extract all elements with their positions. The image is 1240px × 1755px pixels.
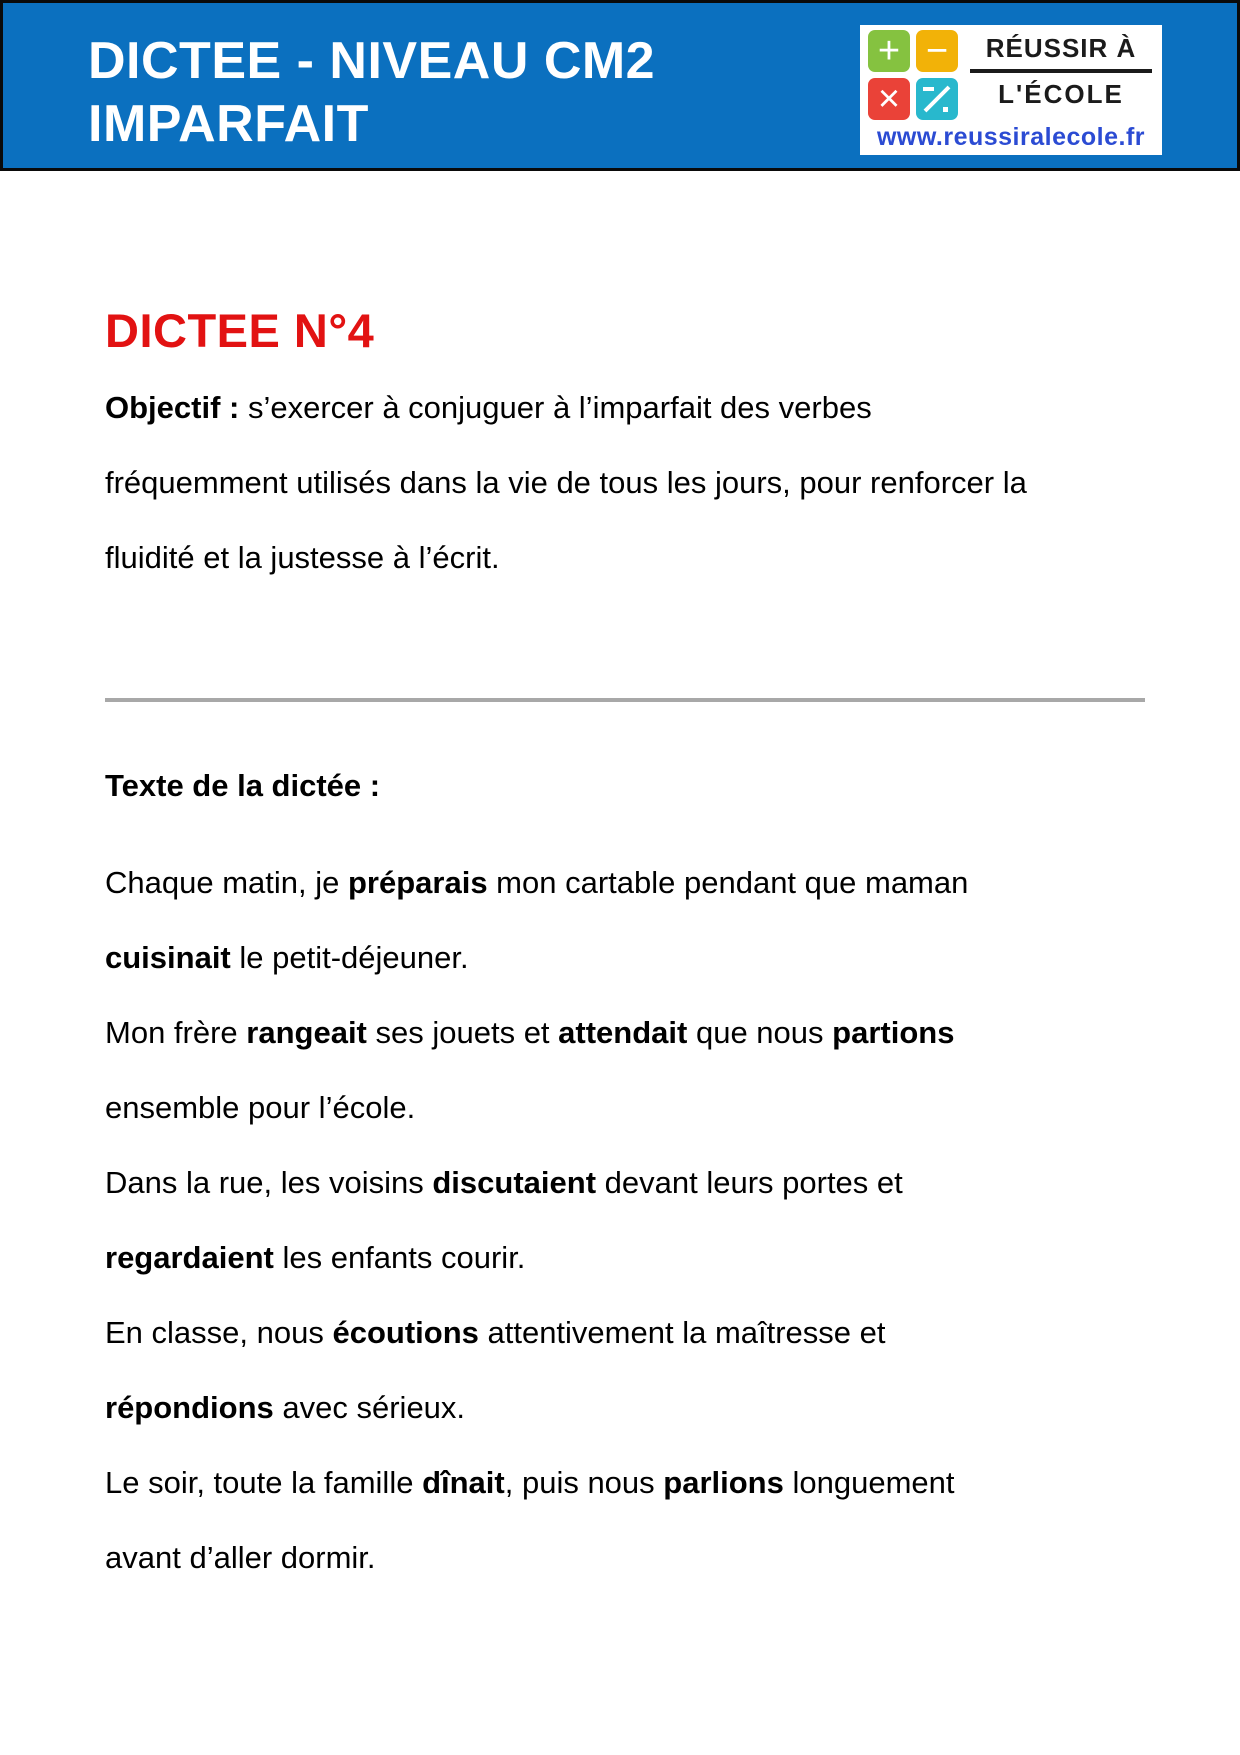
text-line: [105, 445, 1165, 520]
logo-divider-rule: [970, 69, 1152, 73]
document-title-line2: IMPARFAIT: [88, 95, 369, 153]
text-segment: avant d’aller dormir.: [105, 1540, 376, 1575]
math-operators-grid: [868, 30, 964, 120]
text-segment: fluidité et la justesse à l’écrit.: [105, 540, 500, 575]
logo-brand-text: [966, 31, 1156, 109]
text-segment: avec sérieux.: [273, 1390, 466, 1425]
text-segment: préparais: [347, 865, 488, 900]
text-segment: Le soir, toute la famille: [105, 1465, 423, 1500]
text-segment: En classe, nous: [105, 1315, 333, 1350]
text-segment: les enfants courir.: [273, 1240, 526, 1275]
text-line: [105, 1295, 1175, 1370]
logo-brand-line1: RÉUSSIR À: [985, 33, 1137, 63]
text-line: [105, 1145, 1175, 1220]
text-line: [105, 1445, 1175, 1520]
text-segment: regardaient: [105, 1240, 274, 1275]
text-segment: ensemble pour l’école.: [105, 1090, 416, 1125]
text-segment: écoutions: [332, 1315, 479, 1350]
text-segment: Objectif :: [105, 390, 248, 425]
header-band: [0, 0, 1240, 171]
horizontal-divider: [105, 698, 1145, 702]
text-segment: ses jouets et: [366, 1015, 559, 1050]
text-line: [105, 920, 1175, 995]
text-line: [105, 1220, 1175, 1295]
text-segment: attendait: [558, 1015, 688, 1050]
text-segment: s’exercer à conjuguer à l’imparfait des verbes: [247, 390, 872, 425]
objective-paragraph: [105, 370, 1165, 595]
multiply-glyph: ×: [877, 78, 901, 120]
text-line: [105, 1070, 1175, 1145]
text-segment: partions: [832, 1015, 955, 1050]
text-line: [105, 845, 1175, 920]
divide-glyph: [916, 78, 958, 120]
text-segment: mon cartable pendant que maman: [487, 865, 969, 900]
text-segment: Mon frère: [105, 1015, 247, 1050]
document-title-line1: DICTEE - NIVEAU CM2: [88, 32, 656, 90]
text-segment: , puis nous: [504, 1465, 664, 1500]
text-segment: le petit-déjeuner.: [230, 940, 469, 975]
text-line: [105, 995, 1175, 1070]
text-segment: Dans la rue, les voisins: [105, 1165, 433, 1200]
reussir-a-lecole-logo: [860, 25, 1162, 155]
text-line: [105, 1520, 1175, 1595]
text-segment: attentivement la maîtresse et: [478, 1315, 886, 1350]
minus-glyph: −: [925, 30, 949, 72]
dictation-text-label: Texte de la dictée :: [105, 768, 381, 803]
plus-glyph: +: [877, 30, 901, 72]
dictation-number-heading: DICTEE N°4: [105, 304, 375, 357]
text-line: [105, 520, 1165, 595]
logo-brand-line2: L'ÉCOLE: [998, 79, 1124, 109]
logo-website-url: www.reussiralecole.fr: [876, 123, 1146, 151]
text-segment: Chaque matin, je: [105, 865, 348, 900]
text-line: [105, 1370, 1175, 1445]
text-segment: dînait: [422, 1465, 505, 1500]
text-line: [105, 370, 1165, 445]
minus-icon: [916, 30, 958, 72]
text-segment: cuisinait: [105, 940, 231, 975]
text-segment: rangeait: [246, 1015, 367, 1050]
multiply-icon: [868, 78, 910, 120]
divide-icon: [916, 78, 958, 120]
text-segment: parlions: [663, 1465, 784, 1500]
text-segment: que nous: [687, 1015, 833, 1050]
plus-icon: [868, 30, 910, 72]
document-title: [88, 30, 655, 156]
text-segment: répondions: [105, 1390, 274, 1425]
text-segment: fréquemment utilisés dans la vie de tous les jours, pour renforcer la: [105, 465, 1027, 500]
text-segment: longuement: [783, 1465, 955, 1500]
text-segment: discutaient: [432, 1165, 597, 1200]
text-segment: devant leurs portes et: [596, 1165, 903, 1200]
dictation-body: [105, 845, 1175, 1595]
